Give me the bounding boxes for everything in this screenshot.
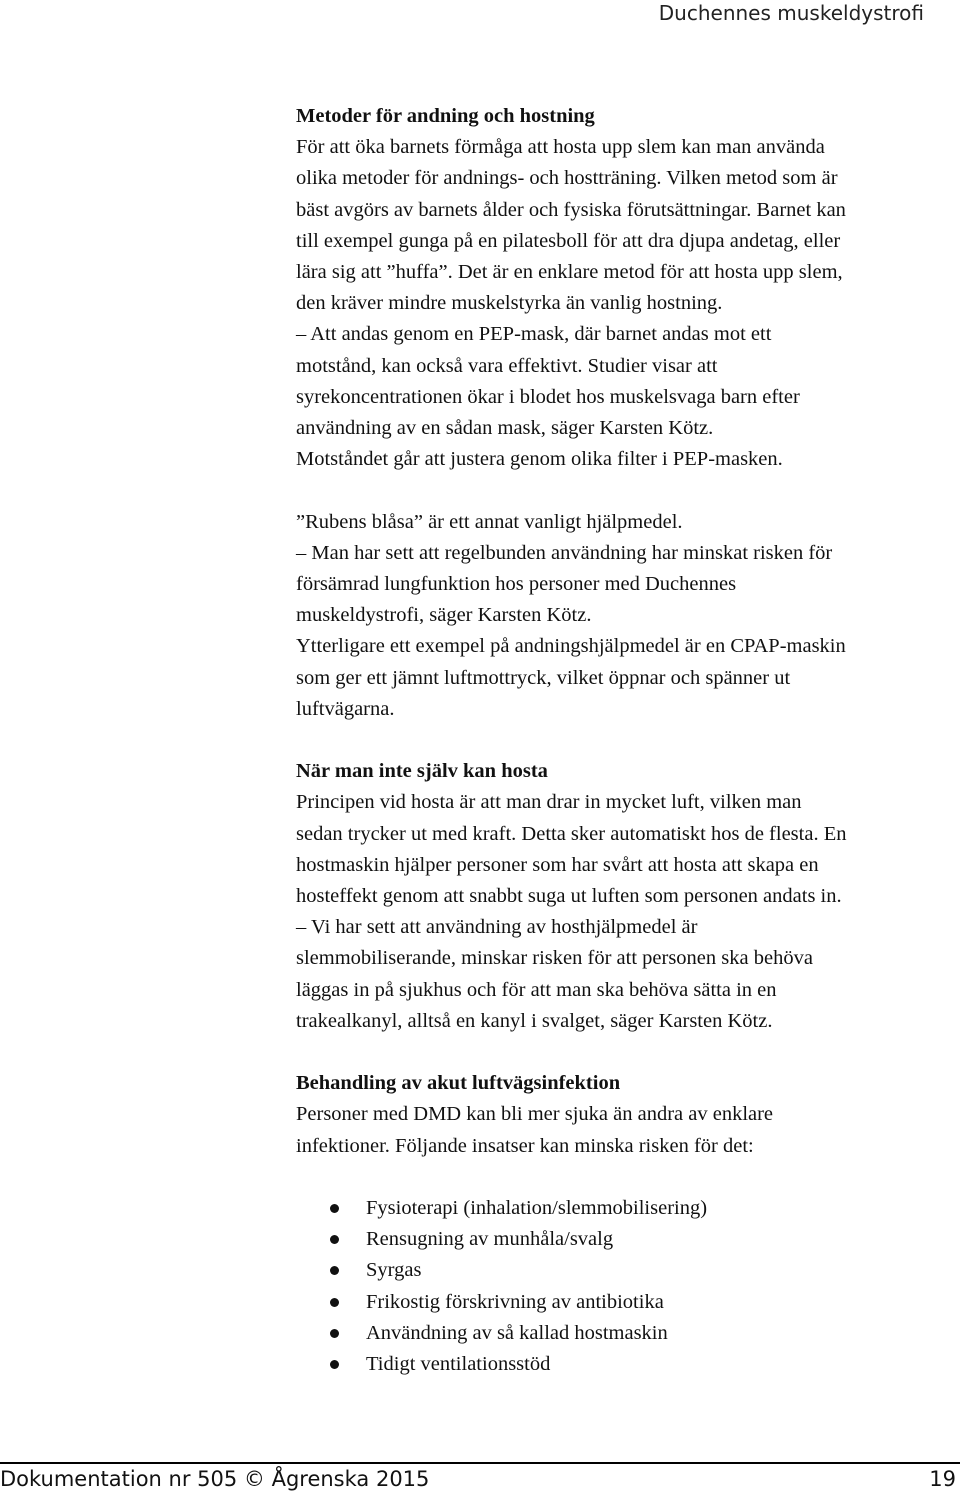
- text-line: användning av en sådan mask, säger Karsten Kötz.: [296, 417, 714, 440]
- text-line: muskeldystrofi, säger Karsten Kötz.: [296, 604, 592, 627]
- text-line: hostmaskin hjälper personer som har svårt att hosta att skapa en: [296, 853, 819, 876]
- text-line: infektioner. Följande insatser kan minska risken för det:: [296, 1134, 754, 1157]
- list-item-text: Användning av så kallad hostmaskin: [366, 1321, 668, 1344]
- text-line: luftvägarna.: [296, 697, 395, 720]
- paragraph-gap: [296, 1162, 936, 1193]
- bullet-icon: [330, 1235, 339, 1244]
- text-line: trakealkanyl, alltså en kanyl i svalget, säger Karsten Kötz.: [296, 1009, 773, 1032]
- list-item-text: Rensugning av munhåla/svalg: [366, 1228, 614, 1251]
- text-line: försämrad lungfunktion hos personer med Duchennes: [296, 573, 737, 596]
- list-item: [296, 1255, 960, 1286]
- paragraph-gap: [296, 475, 936, 506]
- paragraph-gap: [296, 1037, 936, 1068]
- text-line: För att öka barnets förmåga att hosta upp slem kan man använda: [296, 136, 825, 159]
- list-item-text: Fysioterapi (inhalation/slemmobilisering): [366, 1197, 708, 1220]
- text-line: Personer med DMD kan bli mer sjuka än andra av enklare: [296, 1103, 774, 1126]
- bullet-icon: [330, 1298, 339, 1307]
- running-header: Duchennes muskeldystrofi: [658, 1, 924, 25]
- page-number: 19: [929, 1467, 956, 1491]
- list-item-text: Frikostig förskrivning av antibiotika: [366, 1290, 664, 1313]
- text-line: – Att andas genom en PEP-mask, där barnet andas mot ett: [296, 323, 772, 346]
- list-item-text: Tidigt ventilationsstöd: [366, 1353, 551, 1376]
- list-item: [296, 1224, 960, 1255]
- text-line: motstånd, kan också vara effektivt. Studier visar att: [296, 354, 718, 377]
- text-line: – Man har sett att regelbunden användning har minskat risken för: [296, 541, 833, 564]
- text-line: till exempel gunga på en pilatesboll för att dra djupa andetag, eller: [296, 229, 841, 252]
- bullet-icon: [330, 1204, 339, 1213]
- section-heading-breathing-methods: Metoder för andning och hostning: [296, 105, 595, 127]
- text-line: läggas in på sjukhus och för att man ska behöva sätta in en: [296, 978, 777, 1001]
- list-item-text: Syrgas: [366, 1259, 422, 1282]
- text-line: Ytterligare ett exempel på andningshjälpmedel är en CPAP-maskin: [296, 635, 846, 658]
- list-item: [296, 1287, 960, 1318]
- paragraph-gap: [296, 725, 936, 756]
- footer-divider: [0, 1462, 960, 1464]
- text-line: syrekoncentrationen ökar i blodet hos muskelsvaga barn efter: [296, 385, 800, 408]
- bullet-icon: [330, 1266, 339, 1275]
- text-line: ”Rubens blåsa” är ett annat vanligt hjälpmedel.: [296, 510, 683, 533]
- list-item: [296, 1318, 960, 1349]
- text-line: den kräver mindre muskelstyrka än vanlig hostning.: [296, 292, 723, 315]
- text-line: – Vi har sett att användning av hosthjälpmedel är: [296, 916, 698, 939]
- section-heading-acute-infection: Behandling av akut luftvägsinfektion: [296, 1072, 621, 1095]
- section-heading-cannot-cough: När man inte själv kan hosta: [296, 760, 548, 783]
- text-line: hosteffekt genom att snabbt suga ut luften som personen andats in.: [296, 885, 842, 908]
- text-line: som ger ett jämnt luftmottryck, vilket öppnar och spänner ut: [296, 666, 791, 689]
- footer-publication: Dokumentation nr 505 © Ågrenska 2015: [0, 1467, 430, 1491]
- text-line: slemmobiliserande, minskar risken för att personen ska behöva: [296, 947, 813, 970]
- text-line: lära sig att ”huffa”. Det är en enklare metod för att hosta upp slem,: [296, 261, 843, 284]
- text-line: olika metoder för andnings- och hostträning. Vilken metod som är: [296, 167, 838, 190]
- text-line: Principen vid hosta är att man drar in mycket luft, vilken man: [296, 791, 802, 814]
- text-line: bäst avgörs av barnets ålder och fysiska förutsättningar. Barnet kan: [296, 198, 846, 221]
- article-body: [296, 101, 936, 1380]
- bullet-icon: [330, 1329, 339, 1338]
- list-item: [296, 1193, 960, 1224]
- bullet-icon: [330, 1360, 339, 1369]
- measures-list: [296, 1193, 936, 1380]
- text-line: Motståndet går att justera genom olika filter i PEP-masken.: [296, 448, 783, 471]
- text-line: sedan trycker ut med kraft. Detta sker automatiskt hos de flesta. En: [296, 822, 847, 845]
- list-item: [296, 1349, 960, 1380]
